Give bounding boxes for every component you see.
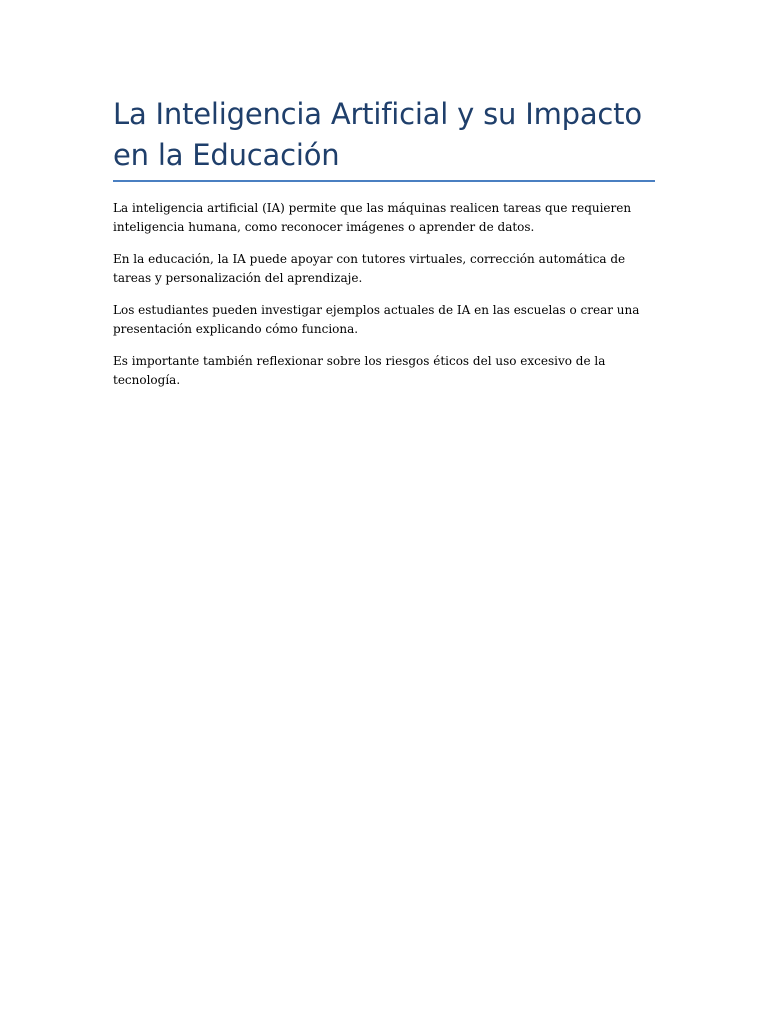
paragraph-4: Es importante también reflexionar sobre los riesgos éticos del uso excesivo de la tecnología. <box>113 354 606 387</box>
document-page <box>113 94 655 403</box>
document-body <box>113 199 655 390</box>
paragraph-2: En la educación, la IA puede apoyar con tutores virtuales, corrección automática de tareas y personalización del aprendizaje. <box>113 252 626 285</box>
document-title: La Inteligencia Artificial y su Impacto en la Educación <box>113 94 655 182</box>
paragraph-1: La inteligencia artificial (IA) permite que las máquinas realicen tareas que requieren inteligencia humana, como reconocer imágenes o aprender de datos. <box>113 201 632 234</box>
paragraph-3: Los estudiantes pueden investigar ejemplos actuales de IA en las escuelas o crear una presentación explicando cómo funciona. <box>113 303 640 336</box>
